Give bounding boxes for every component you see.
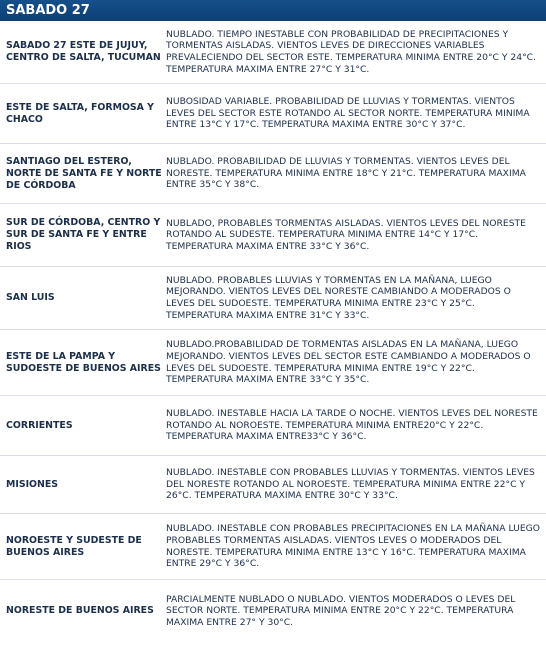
forecast-row <box>0 21 546 84</box>
forecast-text: NUBLADO.PROBABILIDAD DE TORMENTAS AISLADAS EN LA MAÑANA, LUEGO MEJORANDO. VIENTOS LEVES DEL SECTOR ESTE CAMBIANDO A MODERADOS O LEVES DEL SUDOESTE. TEMPERATURA MINIMA ENTRE 19°C Y 22°C. TEMPERATURA MAXIMA ENTRE 33°C Y 35°C. <box>166 339 531 386</box>
region-name: SABADO 27 ESTE DE JUJUY, CENTRO DE SALTA, TUCUMAN <box>6 40 161 63</box>
forecast-row <box>0 204 546 267</box>
forecast-row <box>0 456 546 514</box>
forecast-text: NUBLADO, PROBABLES TORMENTAS AISLADAS. VIENTOS LEVES DEL NORESTE ROTANDO AL SUDESTE. TEMPERATURA MINIMA ENTRE 14°C Y 17°C. TEMPERATURA MAXIMA ENTRE 33°C Y 36°C. <box>166 217 526 252</box>
forecast-row <box>0 330 546 396</box>
region-name: SANTIAGO DEL ESTERO, NORTE DE SANTA FE Y NORTE DE CÓRDOBA <box>6 155 162 191</box>
forecast-text: NUBLADO. INESTABLE CON PROBABLES PRECIPITACIONES EN LA MAÑANA LUEGO PROBABLES TORMENTAS AISLADAS. VIENTOS LEVES O MODERADOS DEL NORESTE. TEMPERATURA MINIMA ENTRE 13°C Y 16°C. TEMPERATURA MAXIMA ENTRE 29°C Y 36°C. <box>166 523 541 570</box>
region-name: NOROESTE Y SUDESTE DE BUENOS AIRES <box>6 534 142 558</box>
forecast-text: NUBLADO. INESTABLE HACIA LA TARDE O NOCHE. VIENTOS LEVES DEL NORESTE ROTANDO AL NOROESTE. TEMPERATURA MINIMA ENTRE20°C Y 22°C. TEMPERATURA MAXIMA ENTRE33°C Y 36°C. <box>166 408 538 443</box>
forecast-text: NUBLADO. TIEMPO INESTABLE CON PROBABILIDAD DE PRECIPITACIONES Y TORMENTAS AISLADAS. VIENTOS LEVES DE DIRECCIONES VARIABLES PREVALECIENDO DEL SECTOR ESTE. TEMPERATURA MINIMA ENTRE 20°C Y 24°C. TEMPERATURA MAXIMA ENTRE 27°C Y 31°C. <box>166 28 537 75</box>
forecast-text: NUBOSIDAD VARIABLE. PROBABILIDAD DE LLUVIAS Y TORMENTAS. VIENTOS LEVES DEL SECTOR ESTE ROTANDO AL SECTOR NORTE. TEMPERATURA MINIMA ENTRE 13°C Y 17°C. TEMPERATURA MAXIMA ENTRE 30°C Y 37°C. <box>166 96 530 131</box>
forecast-text: PARCIALMENTE NUBLADO O NUBLADO. VIENTOS MODERADOS O LEVES DEL SECTOR NORTE. TEMPERATURA MINIMA ENTRE 20°C Y 22°C. TEMPERATURA MAXIMA ENTRE 27° Y 30°C. <box>166 593 516 628</box>
forecast-table <box>0 21 546 642</box>
region-name: SUR DE CÓRDOBA, CENTRO Y SUR DE SANTA FE Y ENTRE RIOS <box>6 217 161 252</box>
forecast-row <box>0 267 546 330</box>
forecast-text: NUBLADO. PROBABLES LLUVIAS Y TORMENTAS EN LA MAÑANA, LUEGO MEJORANDO. VIENTOS LEVES DEL NORESTE CAMBIANDO A MODERADOS O LEVES DEL SUDOESTE. TEMPERATURA MINIMA ENTRE 23°C Y 25°C. TEMPERATURA MAXIMA ENTRE 31°C Y 33°C. <box>166 274 511 321</box>
forecast-row <box>0 514 546 580</box>
forecast-text: NUBLADO. INESTABLE CON PROBABLES LLUVIAS Y TORMENTAS. VIENTOS LEVES DEL NORESTE ROTANDO AL NOROESTE. TEMPERATURA MINIMA ENTRE 22°C Y 26°C. TEMPERATURA MAXIMA ENTRE 30°C Y 33°C. <box>166 467 535 502</box>
region-name: ESTE DE LA PAMPA Y SUDOESTE DE BUENOS AIRES <box>6 350 161 374</box>
forecast-row <box>0 580 546 642</box>
region-name: ESTE DE SALTA, FORMOSA Y CHACO <box>6 101 154 125</box>
forecast-row <box>0 84 546 144</box>
region-name: CORRIENTES <box>6 419 73 431</box>
day-header <box>0 0 546 21</box>
region-name: MISIONES <box>6 478 59 490</box>
forecast-row <box>0 144 546 204</box>
region-name: SAN LUIS <box>6 292 55 303</box>
day-title: SABADO 27 <box>6 3 90 18</box>
region-name: NORESTE DE BUENOS AIRES <box>6 605 154 616</box>
forecast-text: NUBLADO. PROBABILIDAD DE LLUVIAS Y TORMENTAS. VIENTOS LEVES DEL NORESTE. TEMPERATURA MINIMA ENTRE 18°C Y 21°C. TEMPERATURA MAXIMA ENTRE 35°C Y 38°C. <box>166 156 526 191</box>
forecast-row <box>0 396 546 456</box>
